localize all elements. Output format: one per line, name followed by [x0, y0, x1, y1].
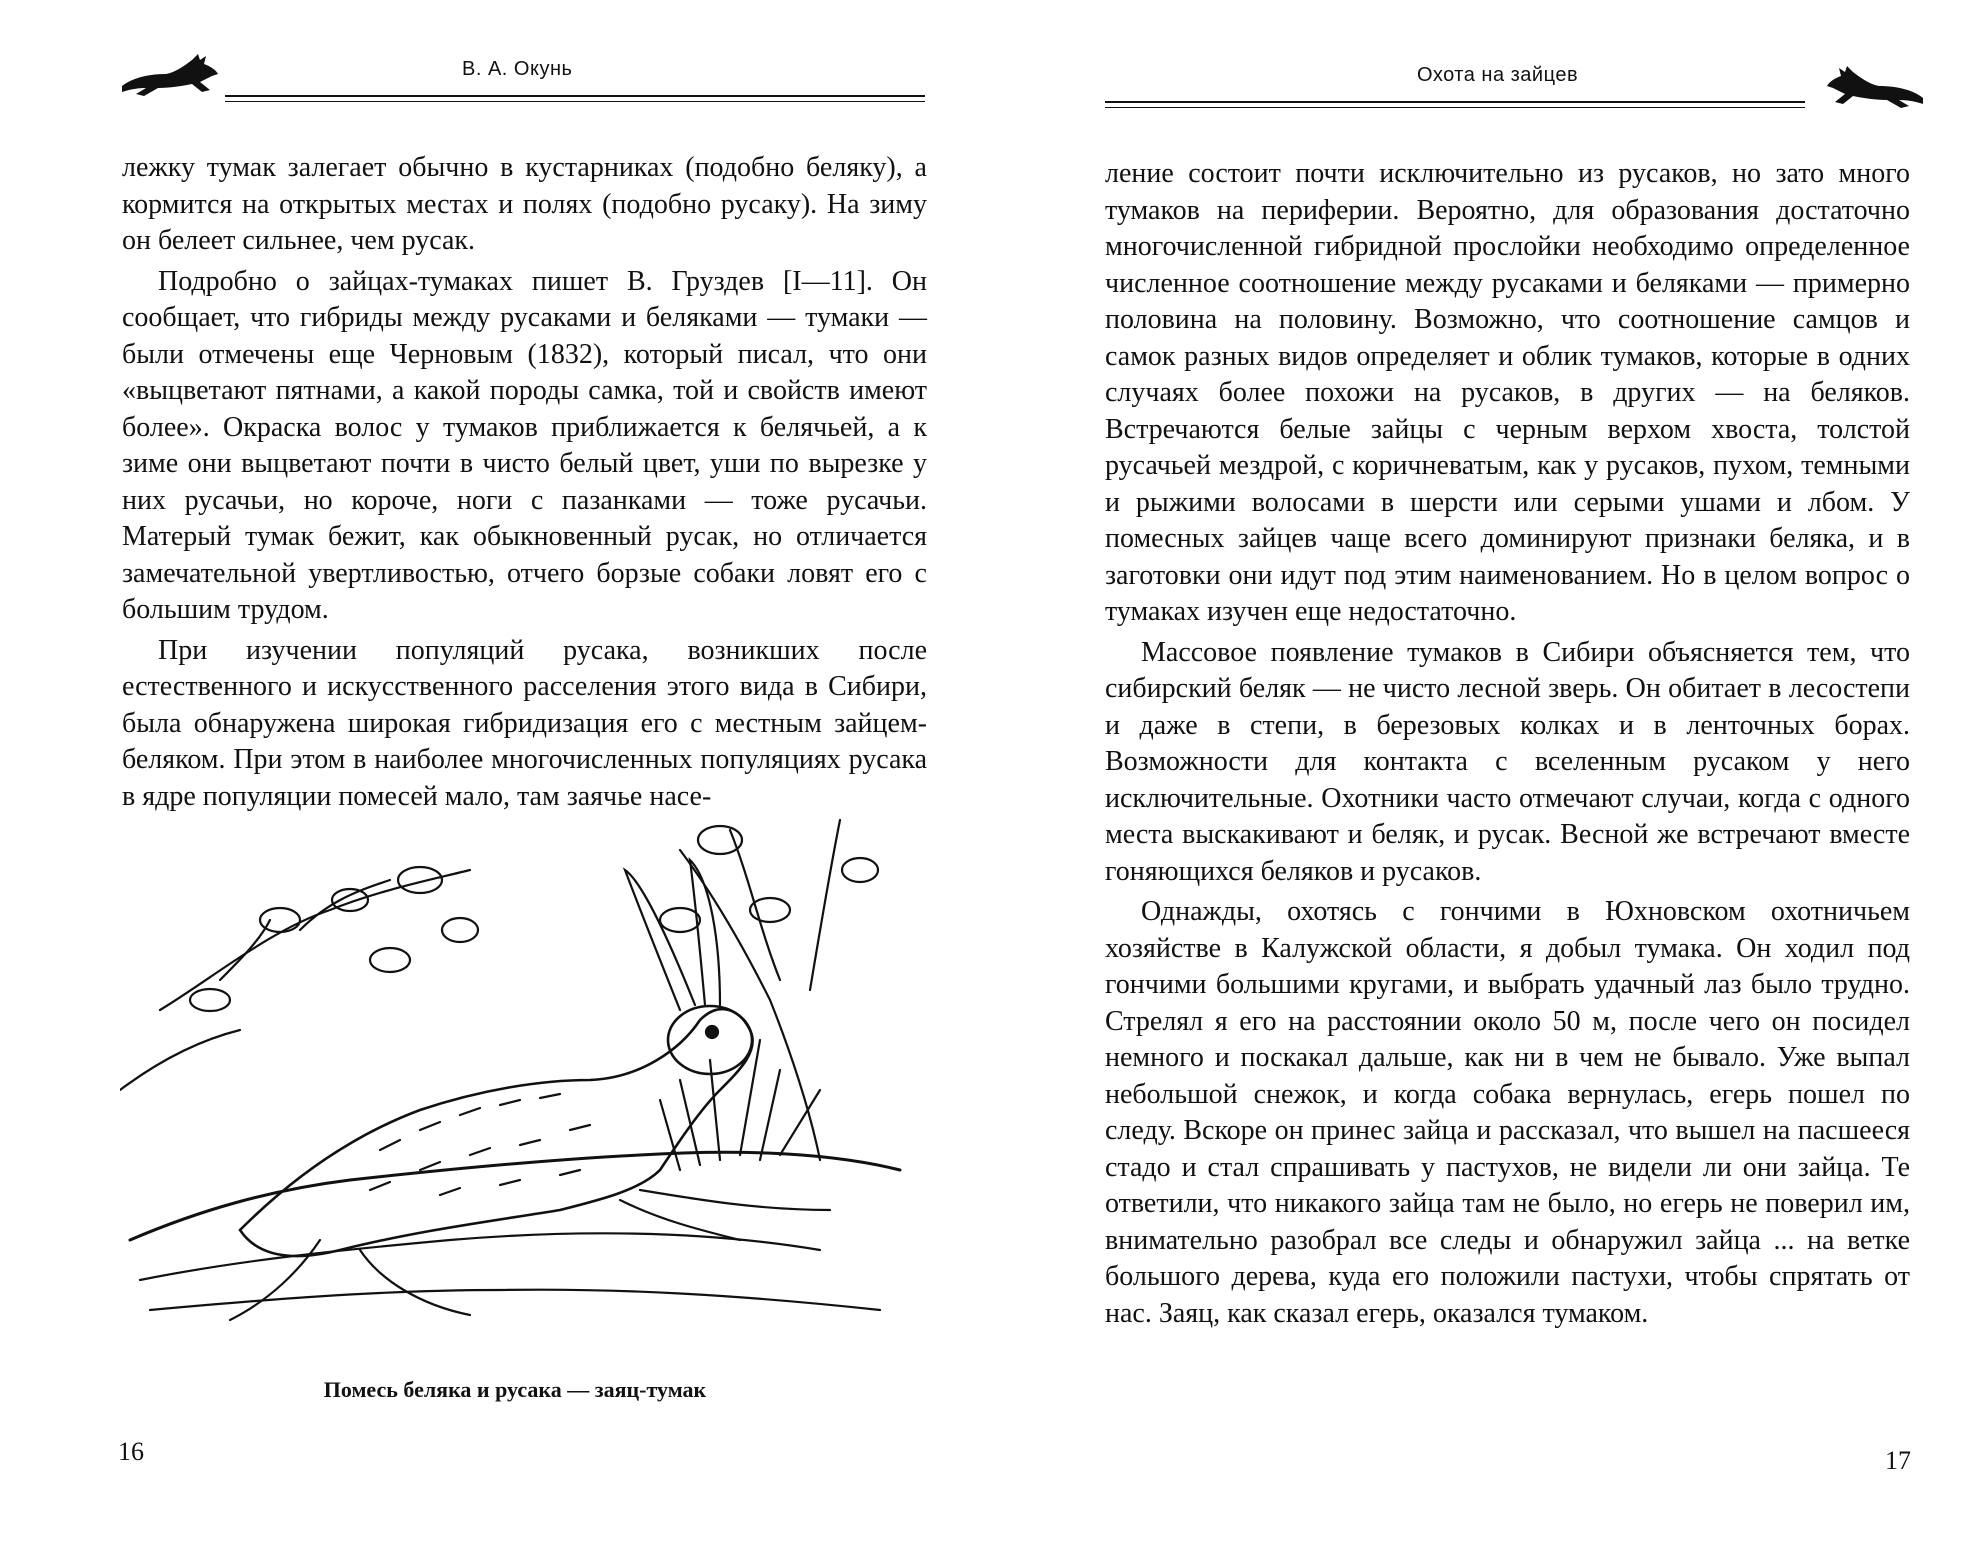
right-body-text: [1105, 156, 1910, 1336]
paragraph: Массовое появление тумаков в Сибири объясняется тем, что сибирский беляк — не чисто лесной зверь. Он обитает в лесостепи и даже в степи, в березовых колках и в ленточных борах. Возможности для контакта с вселенным русаком у него исключительные. Охотники часто отмечают случаи, когда с одного места выскакивают и беляк, и русак. Весной же встречают вместе гоняющихся беляков и русаков.: [1105, 636, 1910, 887]
paragraph: ление состоит почти исключительно из русаков, но зато много тумаков на периферии. Вероятно, для образования достаточно многочисленной гибридной прослойки необходимо определенное численное соотношение между русаками и беляками — примерно половина на половину. Возможно, что соотношение самцов и самок разных видов определяет и облик тумаков, которые в одних случаях более похожи на русаков, в других — на беляков. Встречаются белые зайцы с черным верхом хвоста, толстой русачьей мездрой, с коричневатым, как у русаков, пухом, темными и рыжими волосами в шерсти или серыми ушами и лбом. У помесных зайцев чаще всего доминируют признаки беляка, и в заготовки они идут под этим наименованием. Но в целом вопрос о тумаках изучен еще недостаточно.: [1105, 158, 1910, 627]
left-body-text: [122, 150, 927, 819]
page-number-right: 17: [1885, 1446, 1911, 1475]
page-number-left: 16: [118, 1437, 144, 1466]
running-head-author: В. А. Окунь: [462, 58, 573, 80]
header-rule-thin: [1105, 107, 1805, 108]
paragraph: Подробно о зайцах-тумаках пишет В. Груздев [I—11]. Он сообщает, что гибриды между русаками и беляками — тумаки — были отмечены еще Черновым (1832), который писал, что они «выцветают пятнами, а какой породы самка, той и свойств имеют более». Окраска волос у тумаков приближается к белячьей, а к зиме они выцветают почти в чисто белый цвет, уши по вырезке у них русачьи, но короче, ноги с пазанками — тоже русачьи. Матерый тумак бежит, как обыкновенный русак, но отличается замечательной увертливостью, отчего борзые собаки ловят его с большим трудом.: [122, 265, 927, 625]
right-page: [987, 0, 1974, 1561]
running-hare-icon: [118, 52, 228, 98]
header-rule: [225, 95, 925, 97]
header-rule-thin: [225, 101, 925, 102]
running-head-title: Охота на зайцев: [1417, 64, 1579, 86]
paragraph: При изучении популяций русака, возникших после естественного и искусственного расселения этого вида в Сибири, была обнаружена широкая гибридизация его с местным зайцем-беляком. При этом в наиболее многочисленных популяциях русака в ядре популяции помесей мало, там заячье насе-: [122, 634, 927, 812]
paragraph: лежку тумак залегает обычно в кустарниках (подобно беляку), а кормится на открытых местах и полях (подобно русаку). На зиму он белеет сильнее, чем русак.: [122, 152, 927, 256]
hare-illustration: [120, 810, 910, 1335]
paragraph: Однажды, охотясь с гончими в Юхновском охотничьем хозяйстве в Калужской области, я добыл тумака. Он ходил под гончими большими кругами, и выбрать удачный лаз было трудно. Стрелял я его на расстоянии около 50 м, после чего он посидел немного и поскакал дальше, как ни в чем не бывало. Уже выпал небольшой снежок, и когда собака вернулась, егерь пошел по следу. Вскоре он принес зайца и рассказал, что вышел на пасшееся стадо и стал спрашивать у пастухов, не видели ли они зайца. Те ответили, что никакого зайца там не было, но егерь не поверил им, внимательно разобрал все следы и обнаружил зайца ... на ветке большого дерева, куда его положили пастухи, чтобы спрятать от нас. Заяц, как сказал егерь, оказался тумаком.: [1105, 896, 1910, 1329]
figure-caption: Помесь беляка и русака — заяц-тумак: [323, 1377, 707, 1402]
header-rule: [1105, 101, 1805, 103]
running-hare-icon: [1817, 64, 1927, 110]
